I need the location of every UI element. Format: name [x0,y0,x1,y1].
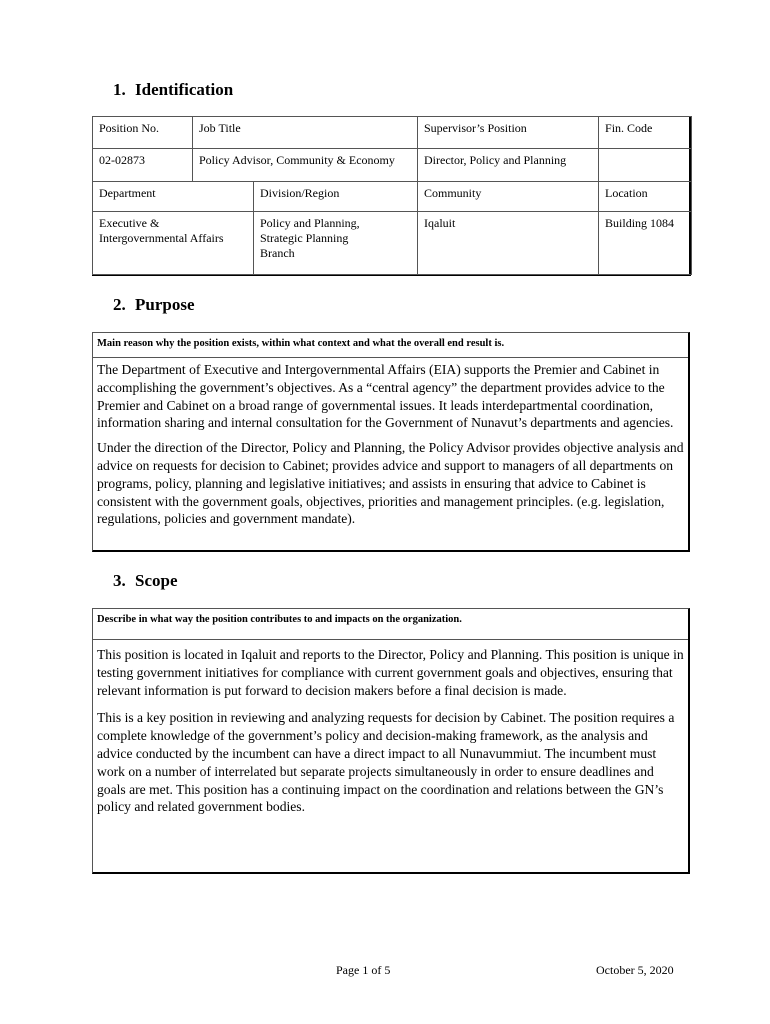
scope-body [93,640,688,816]
purpose-paragraph-1: The Department of Executive and Intergovernmental Affairs (EIA) supports the Premier and Cabinet in accomplishing the government’s objectives. As a “central agency” the department provides advice to the Premier and Cabinet on a broad range of governmental issues. It leads interdepartmental coordination, information sharing and internal consultation for the Government of Nunavut’s departments and agencies. [97,362,674,431]
community-value: Iqaluit [418,212,599,275]
identification-table-frame [92,116,691,276]
division-line-1: Policy and Planning, [260,216,360,230]
job-title-value: Policy Advisor, Community & Economy [193,149,418,182]
identification-table [92,116,692,275]
identification-header-row-2 [93,182,692,212]
position-no-header: Position No. [93,117,193,149]
division-line-2: Strategic Planning [260,231,349,245]
community-header: Community [418,182,599,212]
identification-value-row-2 [93,212,692,275]
location-header: Location [599,182,692,212]
section-number: 3. [113,571,126,590]
division-line-3: Branch [260,246,295,260]
scope-box [92,608,690,874]
purpose-prompt: Main reason why the position exists, within what context and what the overall end result is. [93,333,688,358]
scope-paragraph-2: This is a key position in reviewing and analyzing requests for decision by Cabinet. The position requires a complete knowledge of the government’s policy and decision-making framework, as the analysis and advice conducted by the incumbent can have a direct impact to all Nunavummiut. The incumbent must work on a number of interrelated but separate projects simultaneously in order to ensure deadlines and goals are met. This position has a continuing impact on the coordination and relations between the GN’s policy and related government bodies. [97,710,675,815]
document-date: October 5, 2020 [596,963,674,977]
identification-value-row-1 [93,149,692,182]
page-number: Page 1 of 5 [336,963,391,977]
department-line-2: Intergovernmental Affairs [99,231,224,245]
fin-code-value [599,149,692,182]
scope-prompt: Describe in what way the position contributes to and impacts on the organization. [93,609,688,640]
scope-heading [113,571,178,591]
job-title-header: Job Title [193,117,418,149]
identification-header-row-1 [93,117,692,149]
department-line-1: Executive & [99,216,160,230]
division-region-value [254,212,418,275]
identification-heading [113,80,233,100]
department-value [93,212,254,275]
section-title: Purpose [135,295,195,314]
supervisor-position-header: Supervisor’s Position [418,117,599,149]
purpose-box [92,332,690,552]
section-title: Identification [135,80,234,99]
section-number: 2. [113,295,126,314]
scope-paragraph-1: This position is located in Iqaluit and reports to the Director, Policy and Planning. This position is unique in testing government initiatives for compliance with current government goals and objectives, ensuring that relevant information is put forward to decision makers before a final decision is made. [97,647,684,698]
department-header: Department [93,182,254,212]
position-no-value: 02-02873 [93,149,193,182]
fin-code-header: Fin. Code [599,117,692,149]
section-number: 1. [113,80,126,99]
purpose-body [93,358,688,528]
purpose-paragraph-2: Under the direction of the Director, Policy and Planning, the Policy Advisor provides objective analysis and advice on requests for decision to Cabinet; provides advice and support to managers of all departments on programs, policy, planning and legislative initiatives; and assists in ensuring that advice to Cabinet is consistent with the government goals, objectives, priorities and management principles. (e.g. legislation, regulations, policies and government mandate). [97,440,684,527]
purpose-heading [113,295,195,315]
supervisor-position-value: Director, Policy and Planning [418,149,599,182]
location-value: Building 1084 [599,212,692,275]
section-title: Scope [135,571,178,590]
division-region-header: Division/Region [254,182,418,212]
